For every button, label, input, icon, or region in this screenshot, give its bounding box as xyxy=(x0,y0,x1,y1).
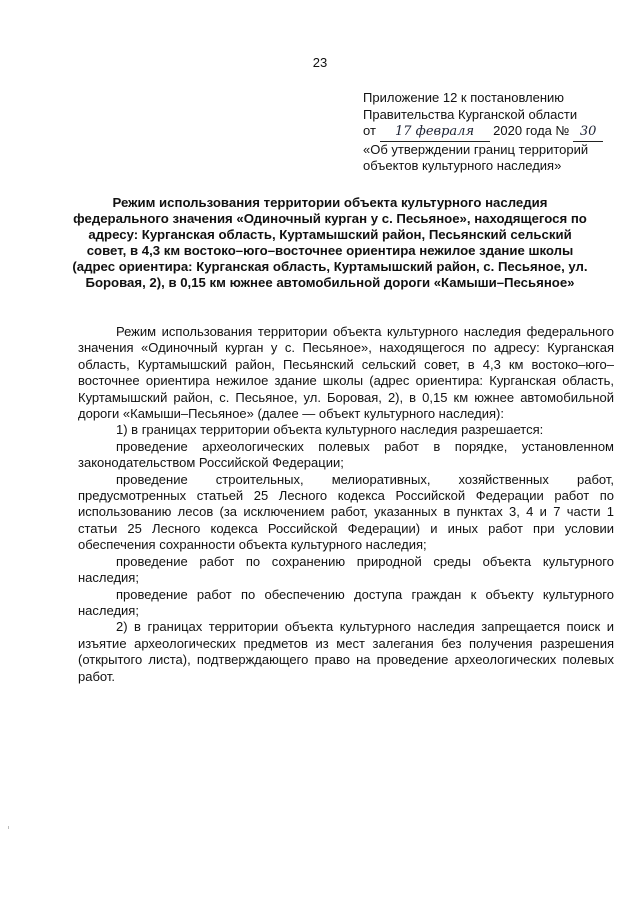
document-body xyxy=(78,324,614,685)
page-number: 23 xyxy=(312,55,328,70)
paragraph: 1) в границах территории объекта культурного наследия разрешается: xyxy=(116,422,544,438)
appendix-line-4: «Об утверждении границ территорий xyxy=(363,141,589,157)
paragraph: проведение археологических полевых работ в порядке, установленном законодательством Российской Федерации; xyxy=(78,438,614,471)
paragraph: проведение работ по сохранению природной среды объекта культурного наследия; xyxy=(78,553,614,586)
paragraph: 2) в границах территории объекта культурного наследия запрещается поиск и изъятие археологических предметов из мест залегания без получения разрешения (открытого листа), подтверждающего право на проведение археологических полевых работ. xyxy=(78,619,614,684)
document-title: Режим использования территории объекта культурного наследия федерального значения «Одиночный курган у с. Песьяное», находящегося по адресу: Курганская область, Куртамышский район, Песьянский сельский совет, в 4,3 км востоко–юго–восточнее ориентира нежилое здание школы (адрес ориентира: Курганская область, Куртамышский район, с. Песьяное, ул. Боровая, 2), в 0,15 км южнее автомобильной дороги «Камыши–Песьяное» xyxy=(72,195,588,290)
year-text: 2020 года № xyxy=(493,123,570,138)
scan-mark xyxy=(8,826,9,829)
date-prefix: от xyxy=(363,123,376,138)
paragraph: проведение строительных, мелиоративных, хозяйственных работ, предусмотренных статьей 25 Лесного кодекса Российской Федерации работ по использованию лесов (за исключением работ, указанных в пунктах 3, 4 и 7 части 1 статьи 25 Лесного кодекса Российской Федерации) и иных работ при условии обеспечения сохранности объекта культурного наследия; xyxy=(78,471,614,553)
appendix-header xyxy=(363,90,633,175)
appendix-line-5: объектов культурного наследия» xyxy=(363,158,562,173)
appendix-line-2: Правительства Курганской области xyxy=(363,106,578,122)
handwritten-date: 17 февраля xyxy=(380,124,490,142)
appendix-line-1: Приложение 12 к постановлению xyxy=(363,90,565,105)
handwritten-number: 30 xyxy=(573,124,603,142)
paragraph: проведение работ по обеспечению доступа граждан к объекту культурного наследия; xyxy=(78,586,614,618)
appendix-date-line xyxy=(363,123,633,142)
paragraph: Режим использования территории объекта культурного наследия федерального значения «Одиночный курган у с. Песьяное», находящегося по адресу: Курганская область, Куртамышский район, Песьянский сельский совет, в 4,3 км востоко–юго–восточнее ориентира нежилое здание школы (адрес ориентира: Курганская область, Куртамышский район, с. Песьяное, ул. Боровая, 2), в 0,15 км южнее автомобильной дороги «Камыши–Песьяное» (далее — объект культурного наследия): xyxy=(78,324,614,422)
